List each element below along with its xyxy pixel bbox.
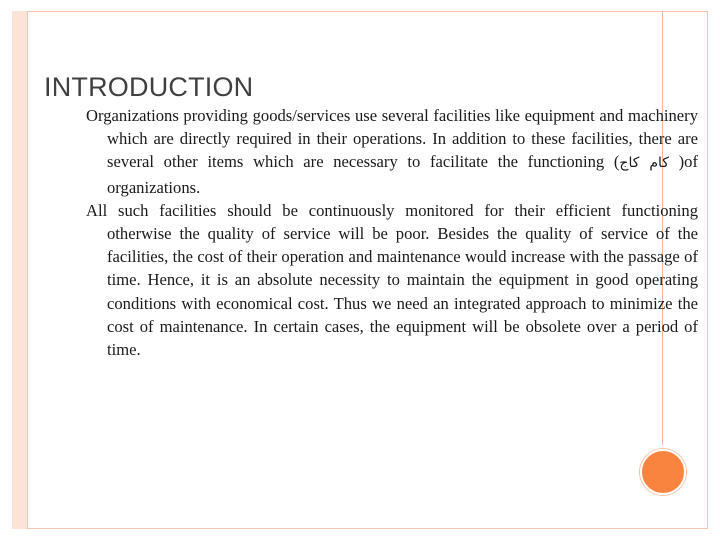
left-band-divider	[27, 11, 28, 529]
paragraph-1	[86, 104, 698, 199]
paragraph-1-arabic-term: ﻛﺎﻡ ﻛﺎﺝ	[619, 155, 669, 172]
decorative-circle	[640, 449, 686, 495]
paragraph-1-text: Organizations providing goods/services use several facilities like equipment and machinery which are directly required in their operations. In addition to these facilities, there are several other items which are necessary to facilitate the functioning (	[86, 106, 698, 172]
slide-title: INTRODUCTION	[44, 72, 254, 102]
slide-body	[86, 104, 698, 361]
paragraph-2: All such facilities should be continuously monitored for their efficient functioning otherwise the quality of service will be poor. Besides the quality of service of the facilities, the cost of their operation and maintenance would increase with the passage of time. Hence, it is an absolute necessity to maintain the equipment in good operating conditions with economical cost. Thus we need an integrated approach to minimize the cost of maintenance. In certain cases, the equipment will be obsolete over a period of time.	[86, 200, 698, 360]
left-decorative-band	[12, 11, 27, 529]
paragraph-1-text-end: )of organizations.	[107, 152, 698, 197]
